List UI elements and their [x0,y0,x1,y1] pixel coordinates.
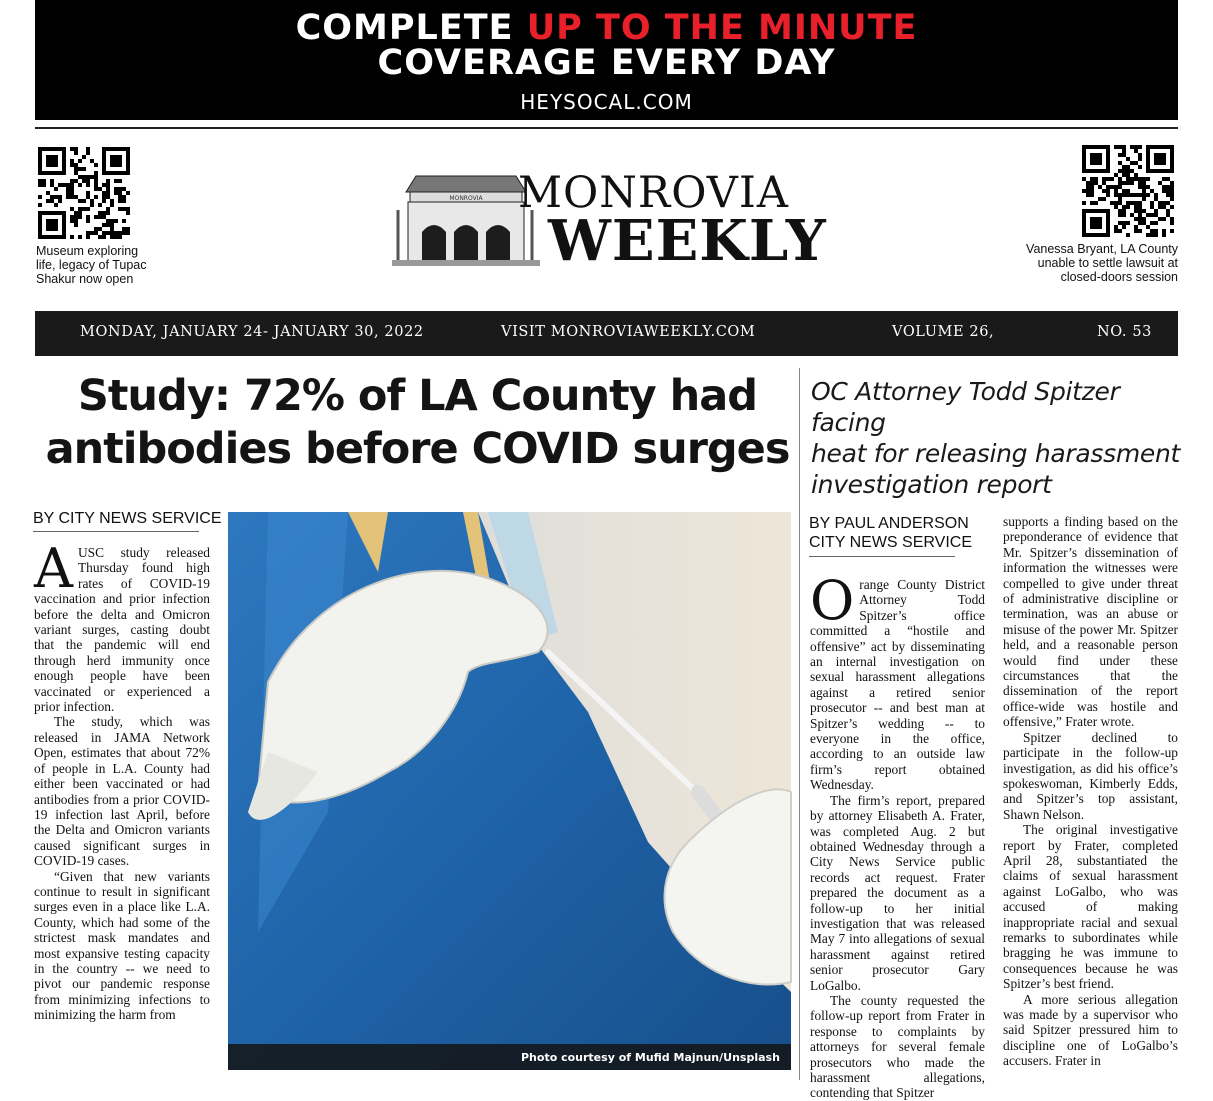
main-byline: BY CITY NEWS SERVICE [33,510,222,527]
banner-site-link[interactable]: HEYSOCAL.COM [520,90,693,114]
qr-code-right-icon[interactable] [1082,145,1174,237]
paragraph: The study, which was released in JAMA Network Open, estimates that about 72% of people in L.A. County had either been vaccinated or had antibodies from a prior COVID-19 infection last April, before the Delta and Omicron variants caused significant surges in COVID-19 cases. [34,714,210,869]
paragraph: A more serious allegation was made by a supervisor who said Spitzer pressured him to discipline one of LoGalbo’s accusers. Frater in [1003,991,1178,1069]
paragraph: The county requested the follow-up report from Frater in response to complaints by attorneys for several female prosecutors who made the harassment allegations, contending that Spitzer [810,992,985,1101]
svg-text:MONROVIA: MONROVIA [449,195,483,202]
side-headline-line: heat for releasing harassment [811,439,1181,468]
issue-number: NO. 53 [1097,324,1152,340]
main-headline-line: Study: 72% of LA County had [77,371,758,421]
right-promo-line: closed-doors session [1060,270,1178,284]
main-article-body [34,537,210,1080]
main-byline-rule [33,531,199,532]
photo-credit: Photo courtesy of Mufid Majnun/Unsplash [521,1051,780,1064]
covid-test-photo-icon [228,512,791,1070]
masthead-title-line-2: WEEKLY [548,208,827,274]
top-divider [35,127,1178,129]
paragraph: The original investigative report by Frater, completed April 28, substantiated the claims of sexual harassment against LoGalbo, who was accused of making inappropriate racial and sexual remarks to subordinates while bragging he was immune to consequences because he was Spitzer’s best friend. [1003,822,1178,992]
column-divider [799,368,800,1080]
side-byline-line: CITY NEWS SERVICE [809,534,972,551]
paragraph: The firm’s report, prepared by attorney Elisabeth A. Frater, was completed Aug. 2 but obtained Wednesday through a City News Service public records act request. Frater prepared the document as a follow-up to her initial investigation that was released May 7 into allegations of sexual harassment against retired senior prosecutor Gary LoGalbo. [810,792,985,993]
side-headline-line: OC Attorney Todd Spitzer facing [811,377,1120,437]
paragraph: “Given that new variants continue to result in significant surges even in a place like L.A. County, which had some of the strictest mask mandates and most expansive testing capacity in the country -- we need to pivot our pandemic response from minimizing infections to minimizing the harm from [34,868,210,1023]
paragraph: Spitzer declined to participate in the follow-up investigation, as did his office’s spokeswoman, Kimberly Edds, and Spitzer’s top assistant, Shawn Nelson. [1003,729,1178,822]
main-headline-line: antibodies before COVID surges [45,424,790,474]
right-promo-line: unable to settle lawsuit at [1037,256,1178,270]
right-promo[interactable] [1000,242,1178,284]
side-article-column-1 [810,569,985,1101]
issue-date: MONDAY, JANUARY 24- JANUARY 30, 2022 [80,324,424,340]
side-headline-line: investigation report [811,470,1052,499]
left-promo-line: Museum exploring [36,244,139,258]
side-byline-rule [809,556,955,557]
left-promo-line: Shakur now open [36,272,134,286]
drop-cap: O [810,569,855,632]
side-article-column-2 [1003,514,1178,1080]
drop-cap: A [34,537,73,600]
paragraph: range County District Attorney Todd Spitzer’s office committed a “hostile and offensive” act by disseminating an internal investigation on sexual harassment allegations against a retired senior prosecutor -- and best man at Spitzer’s wedding -- to everyone in the office, according to an outside law firm’s report obtained Wednesday. [810,577,985,793]
right-promo-line: Vanessa Bryant, LA County [1026,242,1178,256]
side-byline-line: BY PAUL ANDERSON [809,515,969,532]
photo-caption [228,1044,791,1070]
left-promo-line: life, legacy of Tupac [36,258,147,272]
paragraph: USC study released Thursday found high rates of COVID-19 vaccination and prior infection before the delta and Omicron variant surges, casting doubt that the pandemic will end through herd immunity once enough people have been vaccinated or experienced a prior infection. [34,545,210,715]
issue-info-bar [35,311,1178,356]
banner-line-1: COMPLETE UP TO THE MINUTE [295,8,918,48]
left-promo[interactable] [36,244,176,286]
article-photo[interactable] [228,512,791,1070]
side-headline[interactable] [811,376,1181,500]
qr-code-left-icon[interactable] [38,147,130,239]
paragraph: supports a finding based on the preponderance of evidence that Mr. Spitzer’s dissemination of information the witnesses were compelled to give under threat of administrative discipline or termination, was an abuse or misuse of the power Mr. Spitzer held, and a reasonable person would find under these circumstances that the dissemination of the report office-wide was hostile and offensive,” Frater wrote. [1003,514,1178,730]
issue-volume: VOLUME 26, [892,324,995,340]
side-byline [809,514,972,552]
masthead-title-line-1: MONROVIA [518,168,789,218]
main-headline[interactable] [40,370,795,476]
banner-highlight: UP TO THE MINUTE [526,8,918,48]
banner-line-2: COVERAGE EVERY DAY [377,43,836,83]
website-link[interactable]: VISIT MONROVIAWEEKLY.COM [501,324,756,340]
ad-banner[interactable] [35,0,1178,120]
